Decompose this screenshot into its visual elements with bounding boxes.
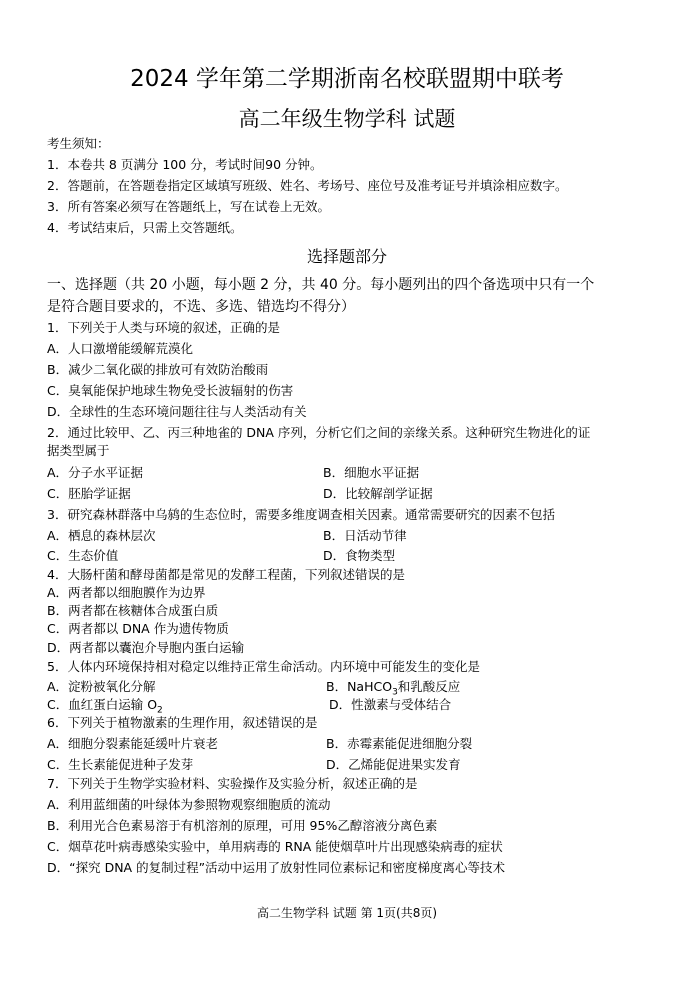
notice-item: 3．所有答案必须写在答题纸上，写在试卷上无效。 xyxy=(47,199,330,214)
option-d: D．“探究 DNA 的复制过程”活动中运用了放射性同位素标记和密度梯度离心等技术 xyxy=(47,860,506,875)
notice-item: 2．答题前，在答题卷指定区域填写班级、姓名、考场号、座位号及准考证号并填涂相应数字。 xyxy=(47,178,568,193)
notice-item: 1．本卷共 8 页满分 100 分，考试时间90 分钟。 xyxy=(47,157,323,172)
question-stem: 6．下列关于植物激素的生理作用，叙述错误的是 xyxy=(47,715,318,730)
option-a: A．栖息的森林层次 xyxy=(47,528,156,543)
question-stem: 3．研究森林群落中乌鸫的生态位时，需要多维度调查相关因素。通常需要研究的因素不包括 xyxy=(47,507,555,522)
option-b-text: 和乳酸反应 xyxy=(397,679,461,694)
option-c: C．两者都以 DNA 作为遗传物质 xyxy=(47,621,229,636)
option-a: A．利用蓝细菌的叶绿体为参照物观察细胞质的流动 xyxy=(47,797,331,812)
option-d: D．乙烯能促进果实发育 xyxy=(326,757,461,772)
option-a: A．两者都以细胞膜作为边界 xyxy=(47,585,206,600)
option-b: B．利用光合色素易溶于有机溶剂的原理，可用 95%乙醇溶液分离色素 xyxy=(47,818,438,833)
option-c: C．烟草花叶病毒感染实验中，单用病毒的 RNA 能使烟草叶片出现感染病毒的症状 xyxy=(47,839,503,854)
question-stem: 4．大肠杆菌和酵母菌都是常见的发酵工程菌，下列叙述错误的是 xyxy=(47,567,405,582)
option-d: D．两者都以囊泡介导胞内蛋白运输 xyxy=(47,640,245,655)
exam-subtitle: 高二年级生物学科 试题 xyxy=(238,107,456,131)
option-c: C．生态价值 xyxy=(47,548,119,563)
subscript: 2 xyxy=(157,705,163,716)
notice-heading: 考生须知： xyxy=(47,136,110,151)
option-d: D．性激素与受体结合 xyxy=(329,697,452,712)
option-a: A．细胞分裂素能延缓叶片衰老 xyxy=(47,736,219,751)
option-c-text: C．血红蛋白运输 O xyxy=(47,697,158,712)
exam-title: 2024 学年第二学期浙南名校联盟期中联考 xyxy=(130,66,564,92)
option-a: A．淀粉被氧化分解 xyxy=(47,679,156,694)
option-d: D．食物类型 xyxy=(323,548,396,563)
question-stem: 1．下列关于人类与环境的叙述，正确的是 xyxy=(47,320,280,335)
option-d: D．比较解剖学证据 xyxy=(323,486,433,501)
question-stem: 7．下列关于生物学实验材料、实验操作及实验分析，叙述正确的是 xyxy=(47,776,418,791)
part-instructions: 是符合题目要求的，不选、多选、错选均不得分） xyxy=(47,299,355,315)
option-d: D．全球性的生态环境问题往往与人类活动有关 xyxy=(47,404,307,419)
option-b-text: B．NaHCO xyxy=(326,679,393,694)
section-title: 选择题部分 xyxy=(306,247,387,266)
option-c: C．生长素能促进种子发芽 xyxy=(47,757,194,772)
option-c: C．胚胎学证据 xyxy=(47,486,131,501)
option-b: B．赤霉素能促进细胞分裂 xyxy=(326,736,473,751)
option-a: A．人口激增能缓解荒漠化 xyxy=(47,341,194,356)
option-b: B．细胞水平证据 xyxy=(323,465,420,480)
question-stem: 2．通过比较甲、乙、丙三种地雀的 DNA 序列，分析它们之间的亲缘关系。这种研究生物进化的证 xyxy=(47,425,591,440)
part-instructions: 一、选择题（共 20 小题，每小题 2 分，共 40 分。每小题列出的四个备选项中只有一个 xyxy=(47,277,595,293)
question-stem: 5．人体内环境保持相对稳定以维持正常生命活动。内环境中可能发生的变化是 xyxy=(47,659,480,674)
option-c: C．臭氧能保护地球生物免受长波辐射的伤害 xyxy=(47,383,294,398)
option-a: A．分子水平证据 xyxy=(47,465,144,480)
subscript: 3 xyxy=(392,687,398,698)
notice-item: 4．考试结束后，只需上交答题纸。 xyxy=(47,220,243,235)
option-b: B．减少二氧化碳的排放可有效防治酸雨 xyxy=(47,362,269,377)
question-stem: 据类型属于 xyxy=(47,443,110,458)
option-b: B．日活动节律 xyxy=(323,528,407,543)
option-b: B．两者都在核糖体合成蛋白质 xyxy=(47,603,219,618)
page-footer: 高二生物学科 试题 第 1页(共8页) xyxy=(256,906,438,920)
